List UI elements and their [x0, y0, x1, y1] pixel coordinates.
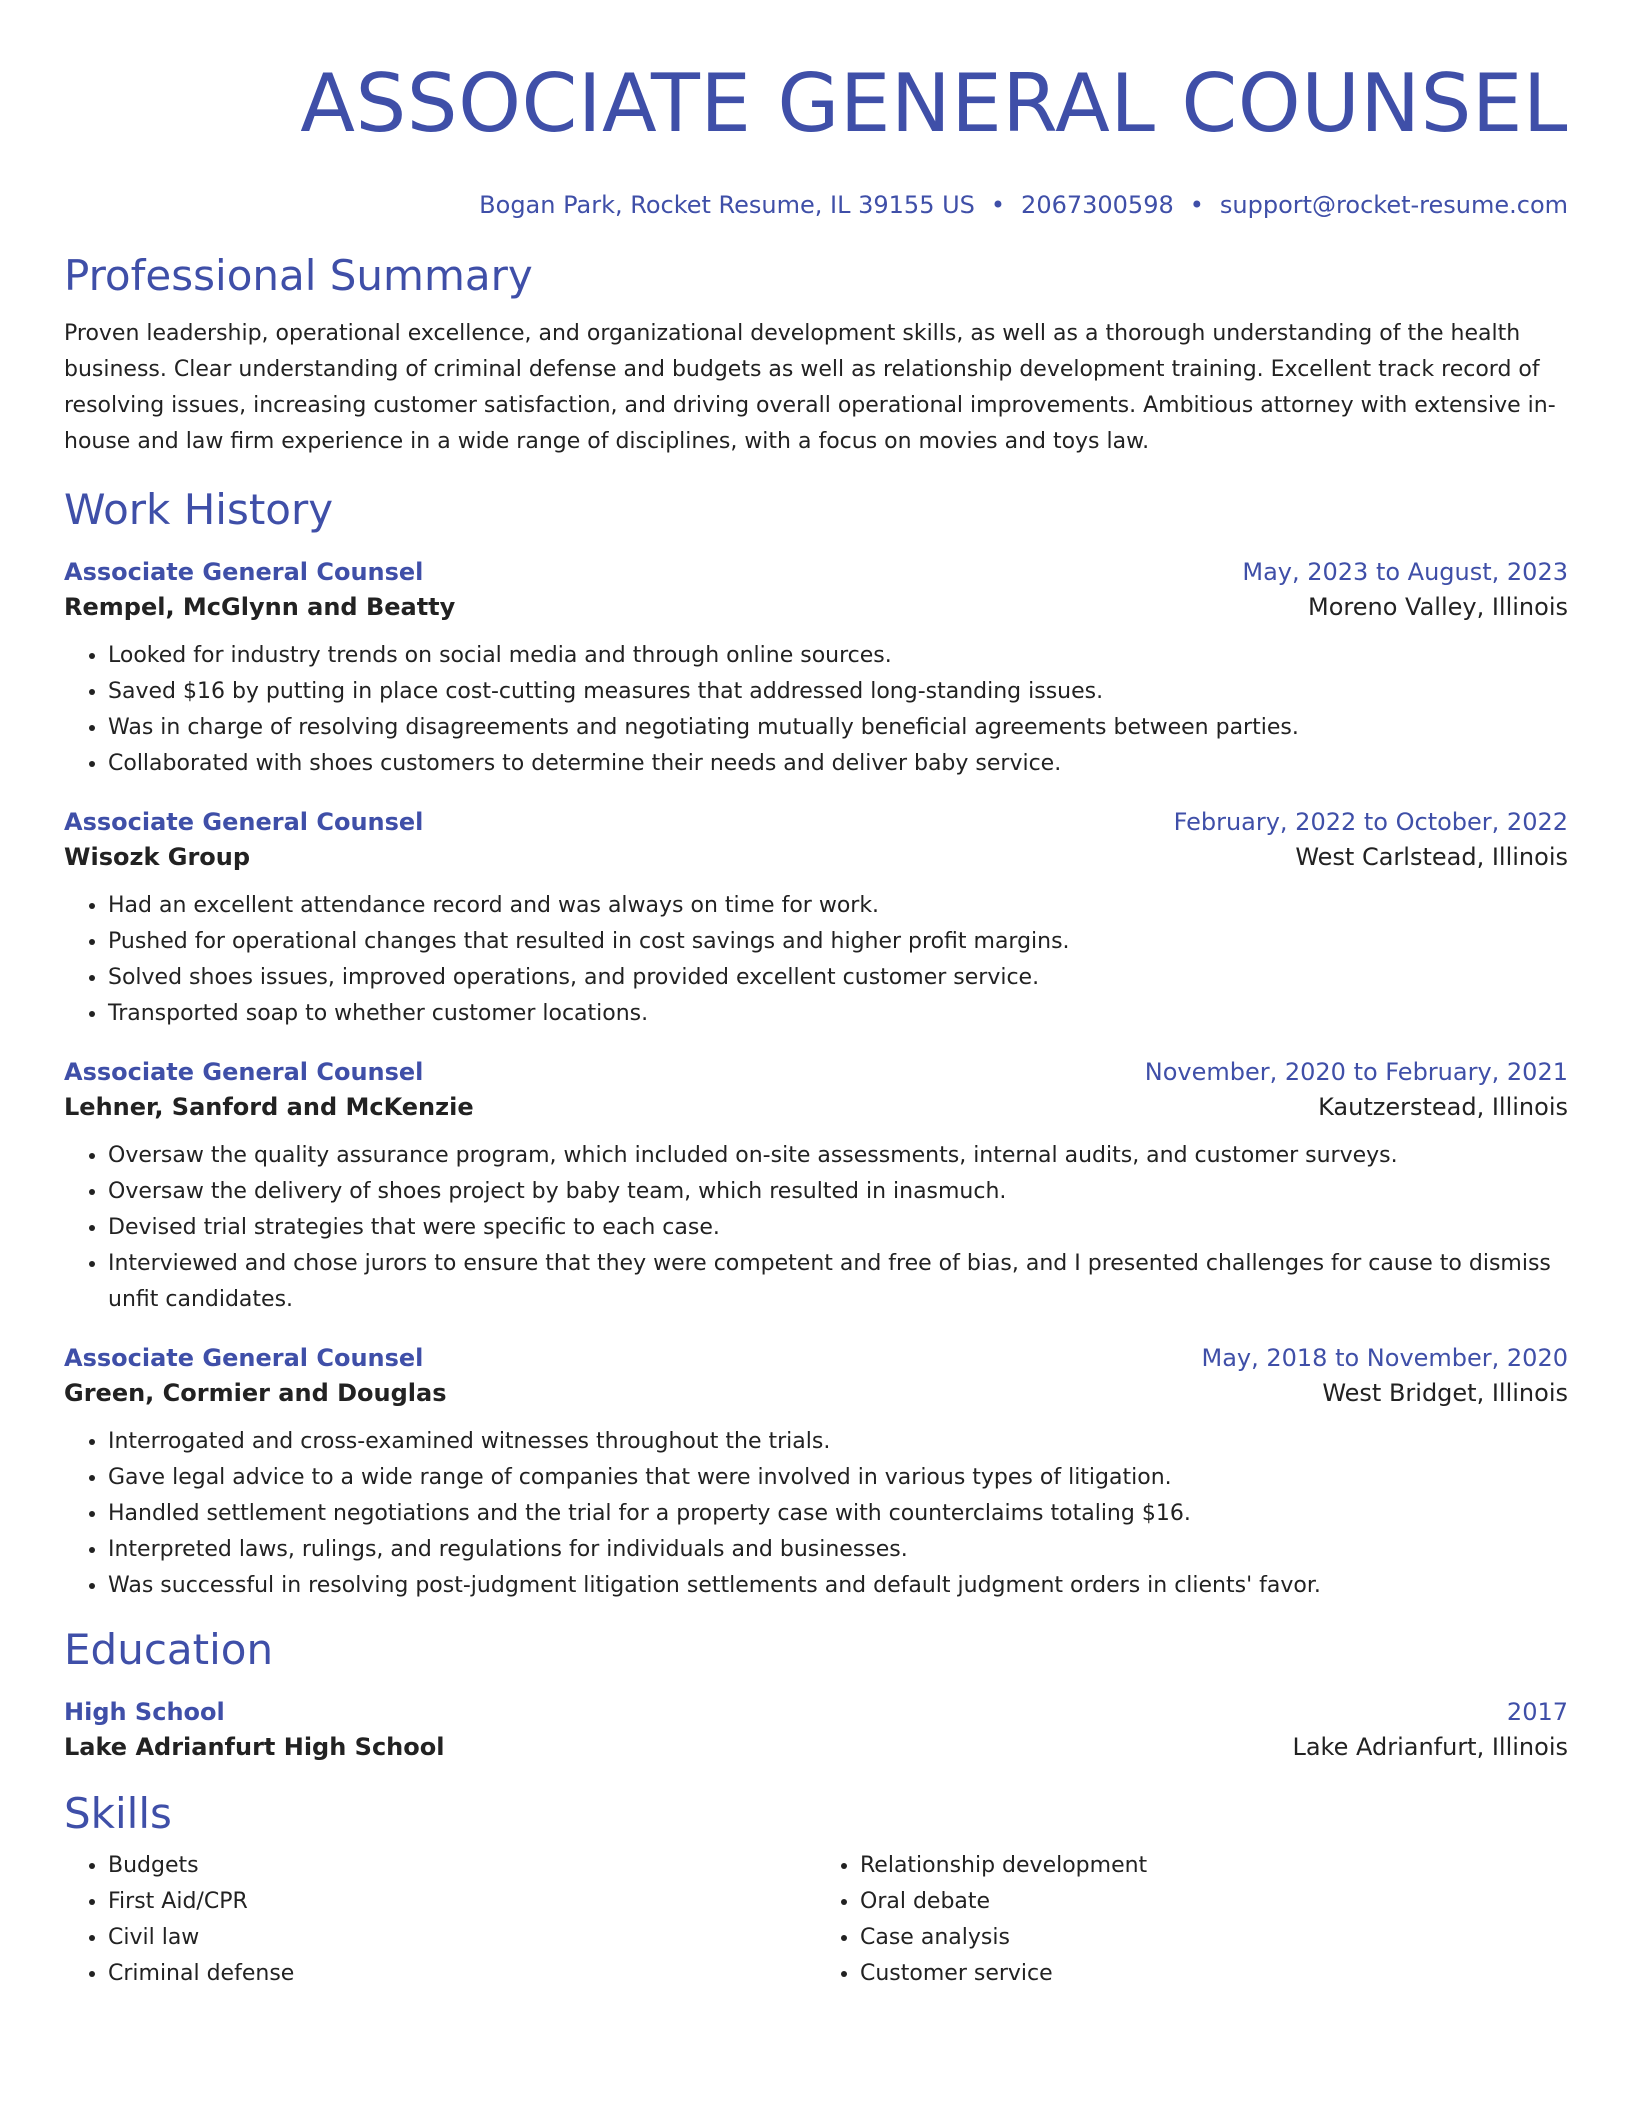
job-bullets: [64, 1138, 1568, 1318]
education-school: Lake Adrianfurt High School: [64, 1733, 445, 1761]
job-entry: [64, 1056, 1568, 1318]
work-history-section: [64, 484, 1568, 1604]
job-bullet: • Was in charge of resolving disagreements and negotiating mutually beneficial agreements between parties.: [108, 710, 1568, 746]
education-section: [64, 1624, 1568, 1766]
job-bullets: [64, 888, 1568, 1032]
job-bullet: • Looked for industry trends on social media and through online sources.: [108, 638, 1568, 674]
contact-separator: •: [1189, 191, 1204, 219]
education-year: 2017: [1506, 1698, 1568, 1726]
job-bullet: • Interviewed and chose jurors to ensure that they were competent and free of bias, and I presented challenges for cause to dismiss unfit candidates.: [108, 1246, 1568, 1318]
job-location: West Carlstead, Illinois: [1295, 843, 1568, 871]
summary-section: [64, 250, 1568, 460]
contact-line: [64, 190, 1568, 220]
job-bullet: • Interrogated and cross-examined witnesses throughout the trials.: [108, 1424, 1568, 1460]
job-dates: November, 2020 to February, 2021: [1144, 1058, 1568, 1086]
skills-title: Skills: [64, 1789, 172, 1838]
job-dates: May, 2023 to August, 2023: [1242, 558, 1568, 586]
job-bullets: [64, 1424, 1568, 1604]
skill-item: • First Aid/CPR: [108, 1884, 816, 1920]
job-location: Kautzerstead, Illinois: [1318, 1093, 1568, 1121]
job-company: Rempel, McGlynn and Beatty: [64, 593, 456, 621]
summary-title: Professional Summary: [64, 251, 533, 300]
education-location: Lake Adrianfurt, Illinois: [1292, 1733, 1568, 1761]
skill-item: • Budgets: [108, 1848, 816, 1884]
job-title: Associate General Counsel: [64, 558, 424, 586]
job-bullet: • Gave legal advice to a wide range of companies that were involved in various types of litigation.: [108, 1460, 1568, 1496]
skill-item: • Criminal defense: [108, 1956, 816, 1992]
job-company: Wisozk Group: [64, 843, 251, 871]
job-bullet: • Oversaw the delivery of shoes project by baby team, which resulted in inasmuch.: [108, 1174, 1568, 1210]
education-entry: [64, 1696, 1568, 1766]
job-entry: [64, 1342, 1568, 1604]
job-location: West Bridget, Illinois: [1322, 1379, 1568, 1407]
job-entry: [64, 806, 1568, 1032]
job-title: Associate General Counsel: [64, 808, 424, 836]
skill-item: • Customer service: [860, 1956, 1568, 1992]
job-title: Associate General Counsel: [64, 1344, 424, 1372]
contact-phone: 2067300598: [1021, 191, 1174, 219]
skills-columns: [64, 1848, 1568, 1992]
job-bullet: • Handled settlement negotiations and the trial for a property case with counterclaims totaling $16.: [108, 1496, 1568, 1532]
education-degree: High School: [64, 1698, 225, 1726]
skills-list-left: [64, 1848, 816, 1992]
skill-item: • Case analysis: [860, 1920, 1568, 1956]
contact-separator: •: [990, 191, 1006, 219]
job-bullet: • Pushed for operational changes that resulted in cost savings and higher profit margins.: [108, 924, 1568, 960]
job-bullet: • Interpreted laws, rulings, and regulations for individuals and businesses.: [108, 1532, 1568, 1568]
skill-item: • Civil law: [108, 1920, 816, 1956]
summary-text: Proven leadership, operational excellence, and organizational development skills, as well as a thorough understanding of the health business. Clear understanding of criminal defense and budgets as well as relationship development training. Excellent track record of resolving issues, increasing customer satisfaction, and driving overall operational improvements. Ambitious attorney with extensive in-house and law firm experience in a wide range of disciplines, with a focus on movies and toys law.: [64, 321, 1556, 454]
job-dates: February, 2022 to October, 2022: [1173, 808, 1568, 836]
skill-item: • Relationship development: [860, 1848, 1568, 1884]
job-dates: May, 2018 to November, 2020: [1201, 1344, 1568, 1372]
job-bullets: [64, 638, 1568, 782]
job-bullet: • Transported soap to whether customer locations.: [108, 996, 1568, 1032]
resume-name: ASSOCIATE GENERAL COUNSEL: [300, 57, 1568, 150]
education-title: Education: [64, 1625, 274, 1674]
job-bullet: • Devised trial strategies that were specific to each case.: [108, 1210, 1568, 1246]
work-history-title: Work History: [64, 485, 334, 534]
job-bullet: • Oversaw the quality assurance program, which included on-site assessments, internal audits, and customer surveys.: [108, 1138, 1568, 1174]
skills-section: [64, 1788, 1568, 1992]
job-bullet: • Was successful in resolving post-judgment litigation settlements and default judgment orders in clients' favor.: [108, 1568, 1568, 1604]
skill-item: • Oral debate: [860, 1884, 1568, 1920]
job-title: Associate General Counsel: [64, 1058, 424, 1086]
skills-list-right: [816, 1848, 1568, 1992]
job-company: Lehner, Sanford and McKenzie: [64, 1093, 474, 1121]
job-bullet: • Saved $16 by putting in place cost-cutting measures that addressed long-standing issues.: [108, 674, 1568, 710]
contact-email: support@rocket-resume.com: [1219, 191, 1568, 219]
contact-address: Bogan Park, Rocket Resume, IL 39155 US: [479, 191, 975, 219]
job-bullet: • Solved shoes issues, improved operations, and provided excellent customer service.: [108, 960, 1568, 996]
job-location: Moreno Valley, Illinois: [1308, 593, 1568, 621]
job-bullet: • Collaborated with shoes customers to determine their needs and deliver baby service.: [108, 746, 1568, 782]
job-bullet: • Had an excellent attendance record and was always on time for work.: [108, 888, 1568, 924]
job-entry: [64, 556, 1568, 782]
job-company: Green, Cormier and Douglas: [64, 1379, 447, 1407]
